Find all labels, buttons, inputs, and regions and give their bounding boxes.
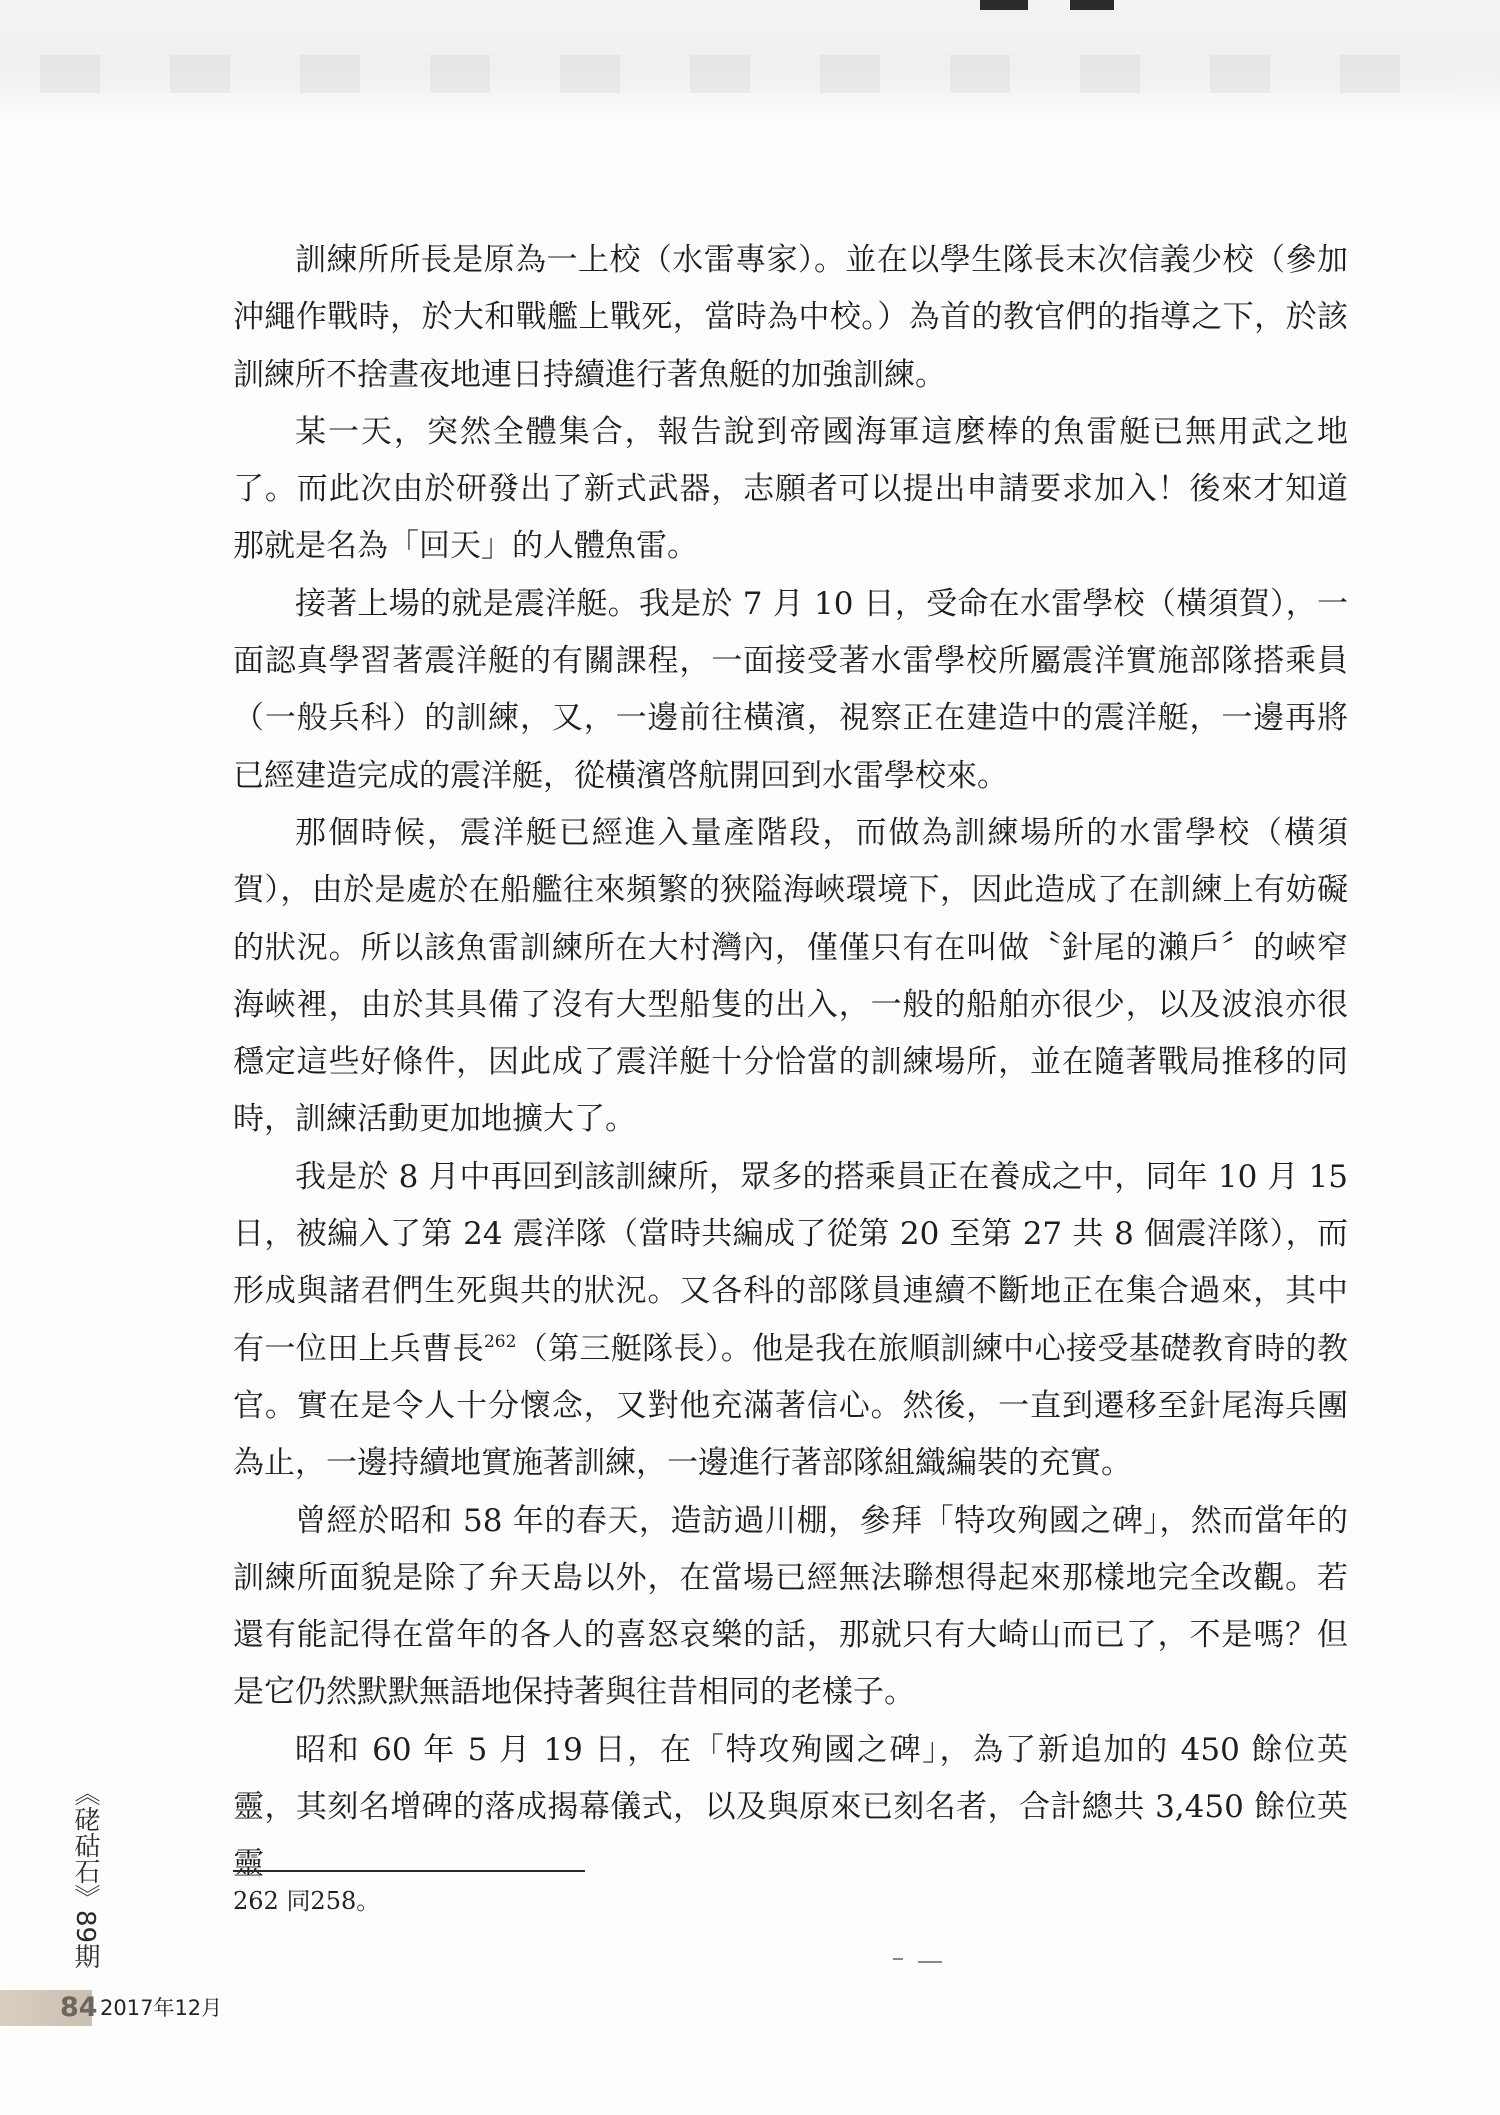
paragraph-2: 某一天，突然全體集合，報告說到帝國海軍這麼棒的魚雷艇已無用武之地了。而此次由於研發出了新式武器，志願者可以提出申請要求加入！後來才知道那就是名為「回天」的人體魚雷。 [233, 413, 1348, 565]
paragraph-7: 昭和 60 年 5 月 19 日，在「特攻殉國之碑」，為了新追加的 450 餘位英靈，其刻名增碑的落成揭幕儀式，以及與原來已刻名者，合計總共 3,450 餘位英靈 [233, 1731, 1348, 1883]
footnote-divider [233, 1870, 585, 1872]
scan-artifact-top-left [980, 0, 1028, 10]
paragraph-5 [233, 1149, 1348, 1493]
paragraph-5-text-after: （第三艇隊長）。他是我在旅順訓練中心接受基礎教育時的教官。實在是令人十分懷念，又對他充滿著信心。然後，一直到遷移至針尾海兵團為止，一邊持續地實施著訓練，一邊進行著部隊組織編裝的充實。 [233, 1330, 1348, 1482]
paragraph-4: 那個時候，震洋艇已經進入量產階段，而做為訓練場所的水雷學校（橫須賀），由於是處於在船艦往來頻繁的狹隘海峽環境下，因此造成了在訓練上有妨礙的狀況。所以該魚雷訓練所在大村灣內，僅僅只有在叫做〝針尾的瀨戶〞的峽窄海峽裡，由於其具備了沒有大型船隻的出入，一般的船舶亦很少，以及波浪亦很穩定這些好條件，因此成了震洋艇十分恰當的訓練場所，並在隨著戰局推移的同時，訓練活動更加地擴大了。 [233, 814, 1348, 1138]
scan-artifact-top-right [1070, 0, 1114, 10]
footnote-reference: 262 [483, 1331, 517, 1352]
paragraph-3: 接著上場的就是震洋艇。我是於 7 月 10 日，受命在水雷學校（橫須賀），一面認真學習著震洋艇的有關課程，一面接受著水雷學校所屬震洋實施部隊搭乘員（一般兵科）的訓練，又，一邊前往橫濱，視察正在建造中的震洋艇，一邊再將已經建造完成的震洋艇，從橫濱啓航開回到水雷學校來。 [233, 585, 1348, 794]
paragraph-1: 訓練所所長是原為一上校（水雷專家）。並在以學生隊長末次信義少校（參加沖繩作戰時，於大和戰艦上戰死，當時為中校。）為首的教官們的指導之下，於該訓練所不捨晝夜地連日持續進行著魚艇的加強訓練。 [233, 242, 1348, 393]
scan-artifact-dot [893, 1958, 903, 1960]
scan-artifact-dash [918, 1961, 942, 1963]
page-number: 84 [60, 1992, 98, 2023]
footnote-text: 262 同258。 [233, 1887, 381, 1915]
journal-title: 《硓𥑮石》89期 [70, 1780, 100, 1970]
paragraph-5-text-before: 我是於 8 月中再回到該訓練所，眾多的搭乘員正在養成之中，同年 10 月 15 日，被編入了第 24 震洋隊（當時共編成了從第 20 至第 27 共 8 個震洋隊），而形成與諸君們生死與共的狀況。又各科的部隊員連續不斷地正在集合過來，其中有一位田上兵曹長 [233, 1158, 1348, 1367]
issue-date: 2017年12月 [100, 1996, 223, 2020]
article-body [233, 232, 1348, 1894]
paragraph-6: 曾經於昭和 58 年的春天，造訪過川棚，參拜「特攻殉國之碑」，然而當年的訓練所面貌是除了弁天島以外，在當場已經無法聯想得起來那樣地完全改觀。若還有能記得在當年的各人的喜怒哀樂的話，那就只有大崎山而已了，不是嗎？但是它仍然默默無語地保持著與往昔相同的老樣子。 [233, 1502, 1348, 1711]
scan-header-band [0, 0, 1500, 120]
